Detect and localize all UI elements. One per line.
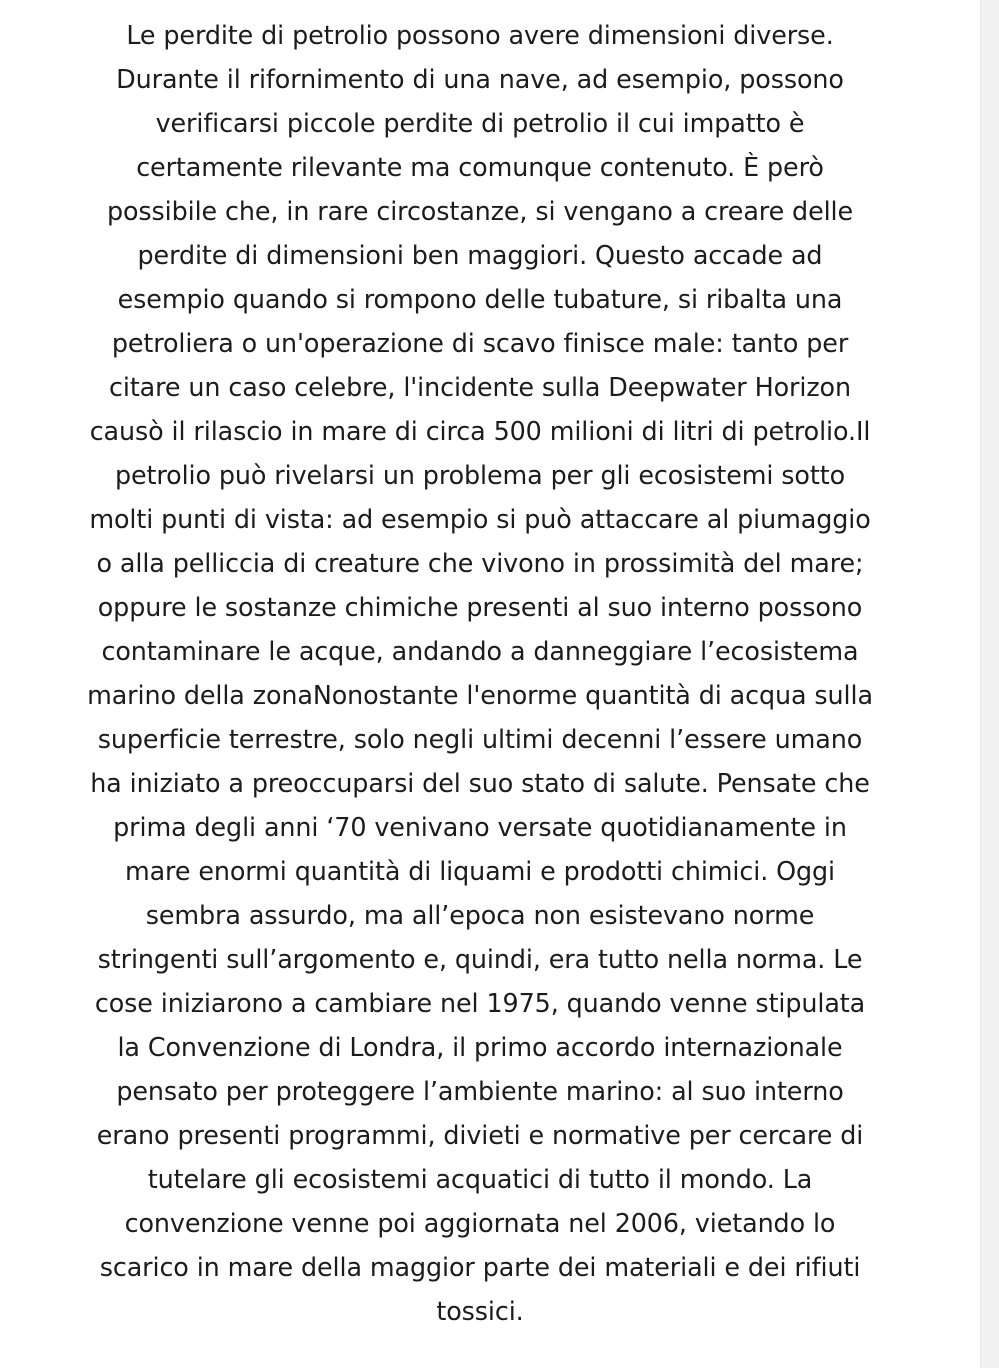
text-line: la Convenzione di Londra, il primo accordo internazionale <box>117 1032 843 1062</box>
text-line: possibile che, in rare circostanze, si vengano a creare delle <box>106 196 854 226</box>
text-line: Durante il rifornimento di una nave, ad esempio, possono <box>116 64 844 94</box>
text-line: Le perdite di petrolio possono avere dimensioni diverse. <box>126 20 834 50</box>
text-line: ha iniziato a preoccuparsi del suo stato di salute. Pensate che <box>90 768 870 798</box>
text-line: sembra assurdo, ma all’epoca non esistevano norme <box>145 900 815 930</box>
text-line: citare un caso celebre, l'incidente sulla Deepwater Horizon <box>109 372 851 402</box>
text-line: mare enormi quantità di liquami e prodotti chimici. Oggi <box>124 856 836 886</box>
text-line: certamente rilevante ma comunque contenuto. È però <box>136 152 824 182</box>
text-line: causò il rilascio in mare di circa 500 milioni di litri di petrolio.Il <box>89 416 871 446</box>
text-line: tossici. <box>436 1296 524 1326</box>
text-line: molti punti di vista: ad esempio si può attaccare al piumaggio <box>89 504 871 534</box>
text-line: stringenti sull’argomento e, quindi, era tutto nella norma. Le <box>97 944 863 974</box>
text-line: superficie terrestre, solo negli ultimi decenni l’essere umano <box>97 724 863 754</box>
text-line: tutelare gli ecosistemi acquatici di tutto il mondo. La <box>147 1164 813 1194</box>
text-line: marino della zonaNonostante l'enorme quantità di acqua sulla <box>87 680 873 710</box>
text-line: contaminare le acque, andando a danneggiare l’ecosistema <box>101 636 859 666</box>
text-line: petroliera o un'operazione di scavo finisce male: tanto per <box>111 328 849 358</box>
text-line: erano presenti programmi, divieti e normative per cercare di <box>96 1120 864 1150</box>
text-line: scarico in mare della maggior parte dei materiali e dei rifiuti <box>99 1252 861 1282</box>
text-line: perdite di dimensioni ben maggiori. Questo accade ad <box>137 240 823 270</box>
scrollbar-track[interactable] <box>980 0 999 1368</box>
text-line: convenzione venne poi aggiornata nel 2006, vietando lo <box>124 1208 836 1238</box>
text-line: esempio quando si rompono delle tubature, si ribalta una <box>117 284 843 314</box>
text-line: o alla pelliccia di creature che vivono in prossimità del mare; <box>96 548 864 578</box>
text-line: petrolio può rivelarsi un problema per gli ecosistemi sotto <box>114 460 846 490</box>
text-line: verificarsi piccole perdite di petrolio il cui impatto è <box>155 108 805 138</box>
text-line: oppure le sostanze chimiche presenti al suo interno possono <box>97 592 863 622</box>
text-line: cose iniziarono a cambiare nel 1975, quando venne stipulata <box>94 988 866 1018</box>
text-line: prima degli anni ‘70 venivano versate quotidianamente in <box>113 812 847 842</box>
article-text <box>0 13 960 1333</box>
text-line: pensato per proteggere l’ambiente marino: al suo interno <box>116 1076 844 1106</box>
